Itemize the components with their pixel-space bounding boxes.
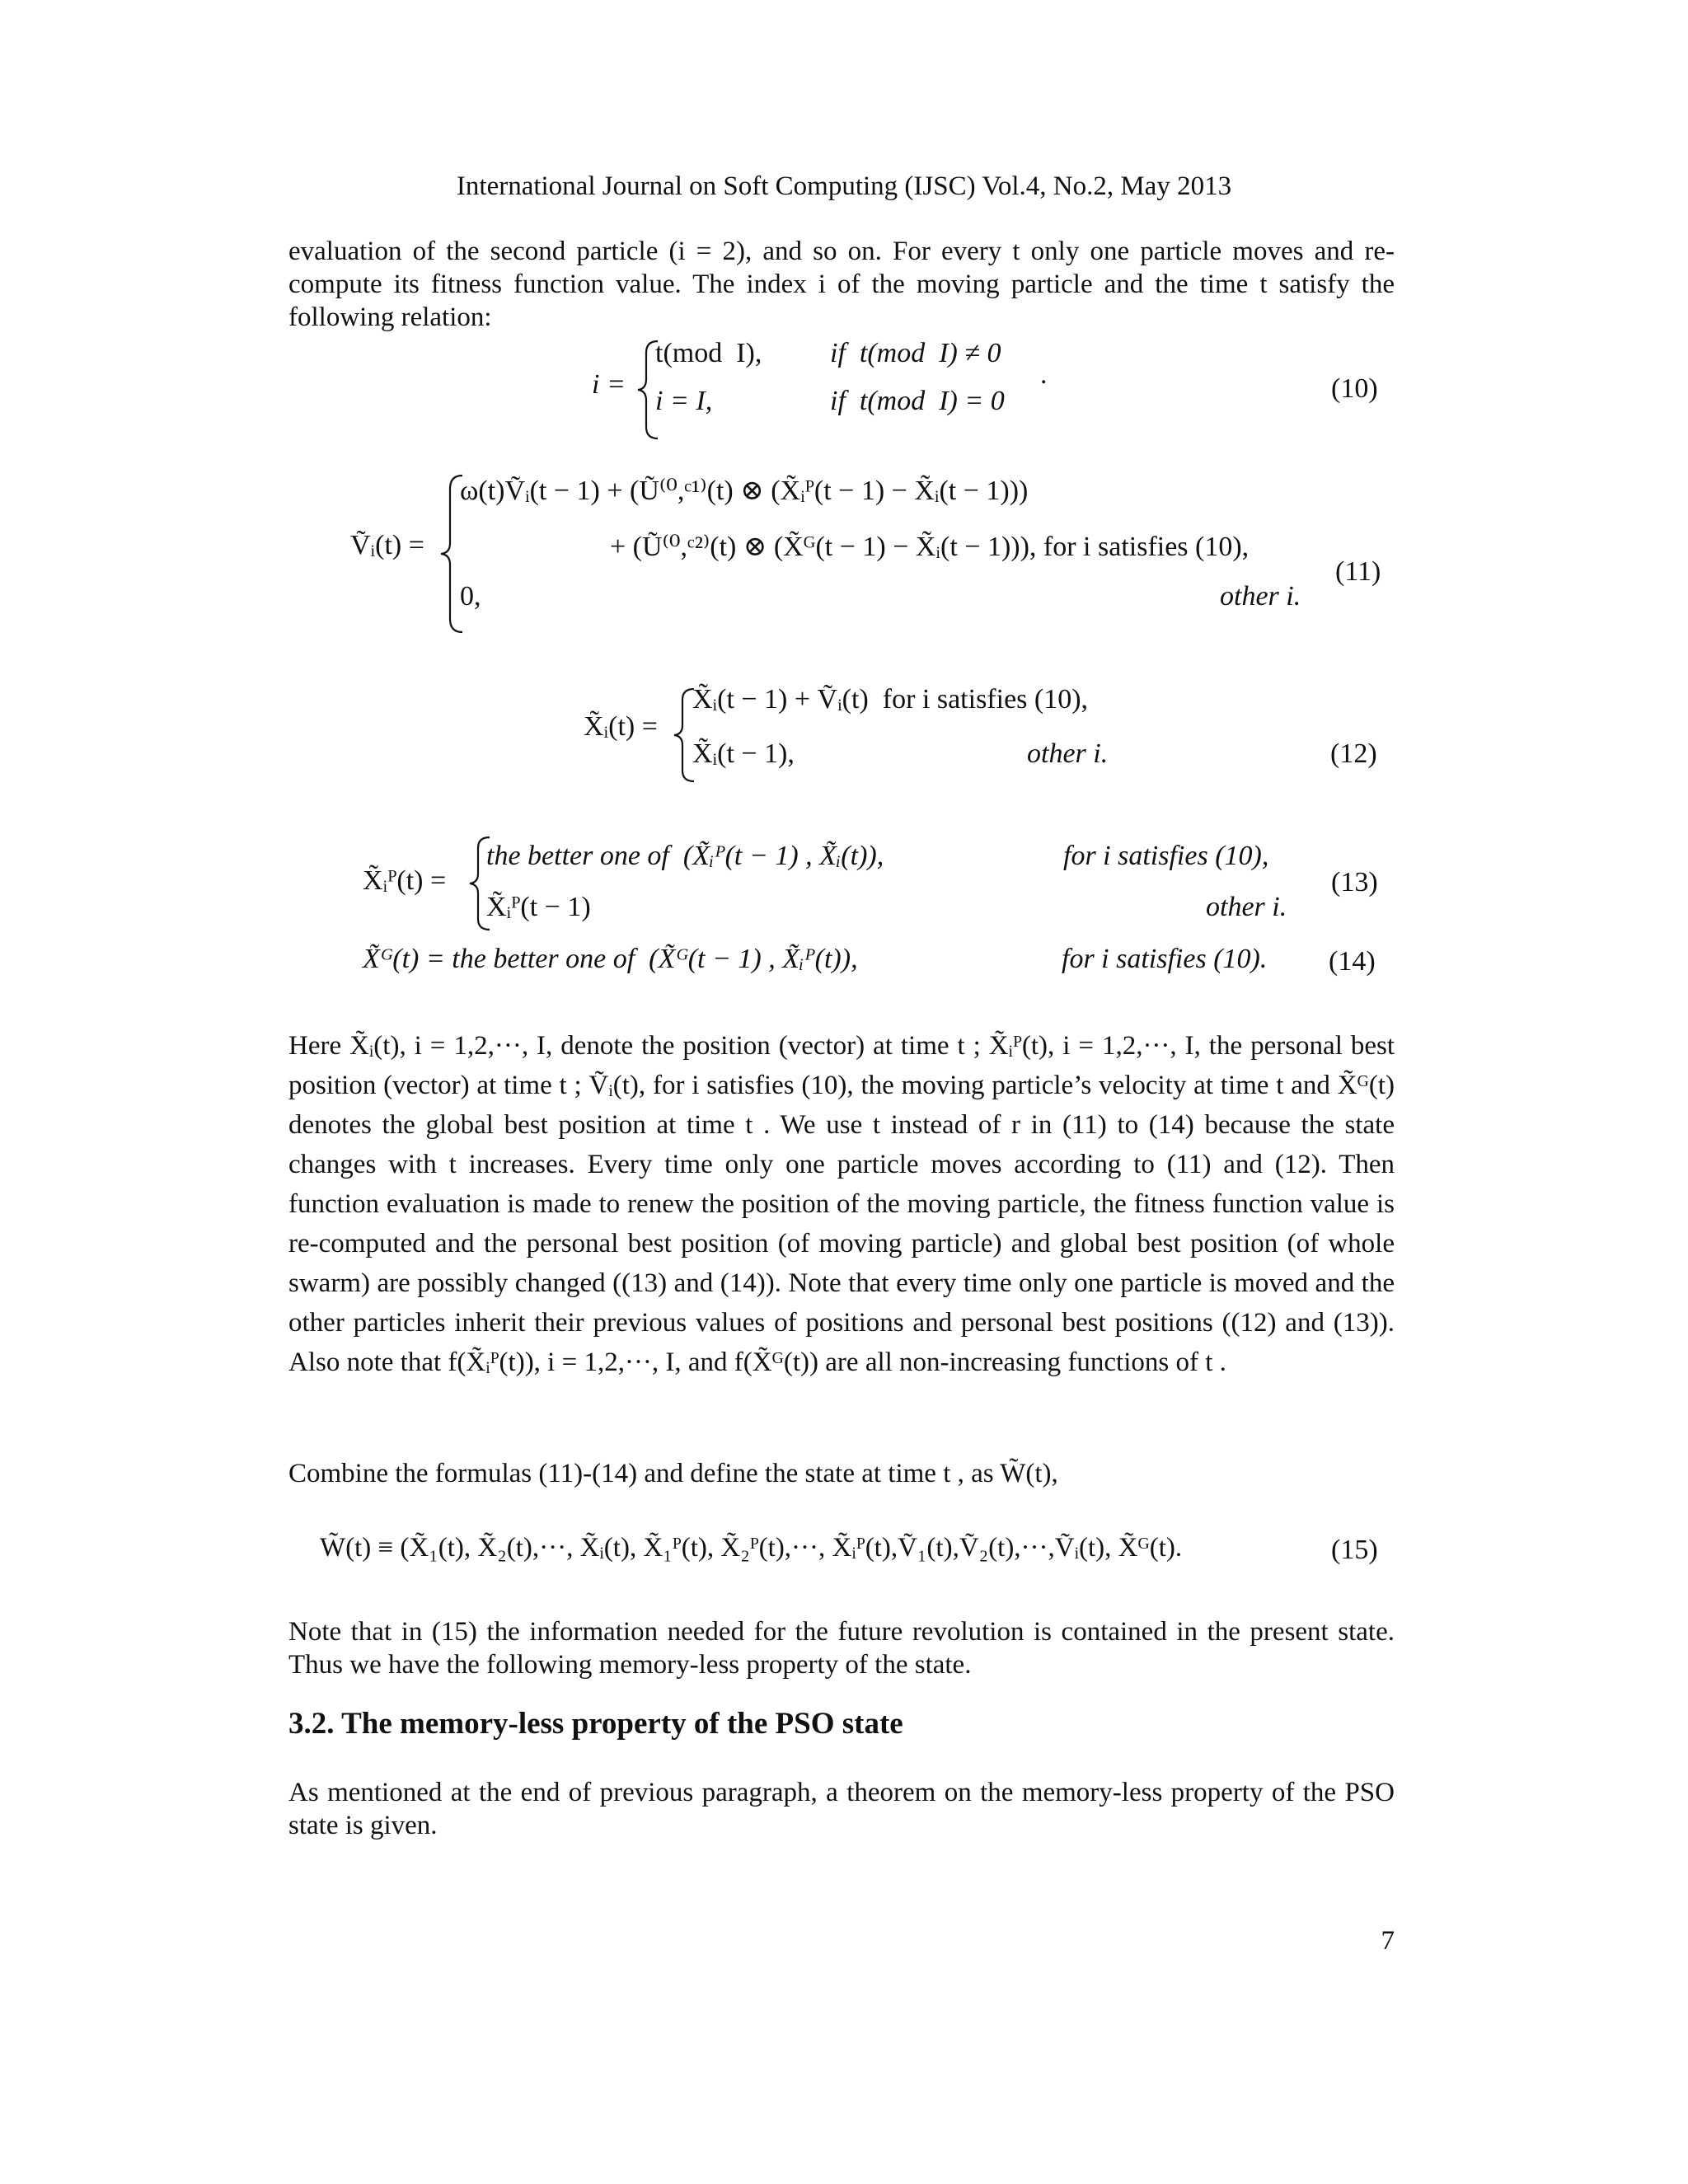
eq15-number: (15) <box>1331 1535 1378 1565</box>
eq10-lhs: i = <box>592 369 626 400</box>
eq14-number: (14) <box>1329 946 1376 977</box>
equation-13 <box>363 832 1401 935</box>
eq15-body: W̃(t) ≡ (X̃₁(t), X̃₂(t),···, X̃ᵢ(t), X̃₁ᴾ(t), X̃₂ᴾ(t),···, X̃ᵢᴾ(t),Ṽ₁(t),Ṽ₂(t),···,Ṽᵢ(t), X̃ᴳ(t). <box>320 1533 1183 1563</box>
paragraph-note: Note that in (15) the information needed for the future revolution is contained in the present state. Thus we have the following memory-less property of the state. <box>288 1617 1395 1680</box>
eq10-case1: t(mod I), <box>655 338 762 368</box>
eq12-case1: X̃ᵢ(t − 1) + Ṽᵢ(t) for i satisfies (10), <box>692 684 1089 715</box>
eq12-other: other i. <box>1027 738 1109 769</box>
eq10-case2: i = I, <box>655 386 713 416</box>
equation-10 <box>577 338 1401 437</box>
eq13-cond1: for i satisfies (10), <box>1063 841 1269 871</box>
paragraph-definitions: Here X̃ᵢ(t), i = 1,2,···, I, denote the position (vector) at time t ; X̃ᵢᴾ(t), i = 1,2,···, I, the personal best position (vector) at time t ; Ṽᵢ(t), for i satisfies (10), the moving particle’s velocity at time t and X̃ᴳ(t) denotes the global best position at time t . We use t instead of r in (11) to (14) because the state changes with t increases. Every time only one particle moves according to (11) and (12). Then function evaluation is made to renew the position of the moving particle, the fitness function value is re-computed and the personal best position (of moving particle) and global best position (of whole swarm) are possibly changed ((13) and (14)). Note that every time only one particle is moved and the other particles inherit their previous values of positions and personal best positions ((12) and (13)). Also note that f(X̃ᵢᴾ(t)), i = 1,2,···, I, and f(X̃ᴳ(t)) are all non-increasing functions of t . <box>288 1031 1395 1377</box>
eq13-other: other i. <box>1206 892 1287 922</box>
running-header: International Journal on Soft Computing (IJSC) Vol.4, No.2, May 2013 <box>456 171 1232 201</box>
eq10-tail: . <box>1040 359 1048 390</box>
paragraph-combine: Combine the formulas (11)-(14) and define the state at time t , as W̃(t), <box>288 1459 1058 1488</box>
eq13-lhs: X̃ᵢᴾ(t) = <box>363 865 447 896</box>
eq12-case2: X̃ᵢ(t − 1), <box>692 738 795 769</box>
equation-12 <box>584 684 1400 787</box>
eq13-number: (13) <box>1331 867 1378 898</box>
eq10-number: (10) <box>1331 373 1378 404</box>
eq10-cond2: if t(mod I) = 0 <box>830 386 1005 416</box>
eq11-zero: 0, <box>460 581 481 612</box>
paragraph-theorem-intro: As mentioned at the end of previous paragraph, a theorem on the memory-less property of the PSO state is given. <box>288 1778 1395 1840</box>
eq11-line2: + (Ũ⁽⁰,ᶜ²⁾(t) ⊗ (X̃ᴳ(t − 1) − X̃ᵢ(t − 1))), for i satisfies (10), <box>610 532 1250 562</box>
eq11-other: other i. <box>1220 581 1301 612</box>
eq11-line1: ω(t)Ṽᵢ(t − 1) + (Ũ⁽⁰,ᶜ¹⁾(t) ⊗ (X̃ᵢᴾ(t − 1) − X̃ᵢ(t − 1))) <box>460 476 1029 506</box>
equation-15 <box>320 1533 1400 1574</box>
eq13-case2: X̃ᵢᴾ(t − 1) <box>486 892 591 922</box>
eq13-case1: the better one of (X̃ᵢᴾ(t − 1) , X̃ᵢ(t)), <box>486 841 884 871</box>
section-heading: 3.2. The memory-less property of the PSO state <box>288 1707 903 1741</box>
equation-11 <box>350 466 1397 630</box>
equation-14 <box>363 944 1401 985</box>
paragraph-intro: evaluation of the second particle (i = 2), and so on. For every t only one particle moves and re-compute its fitness function value. The index i of the moving particle and the time t satisfy the following relation: <box>288 237 1395 332</box>
eq14-body: X̃ᴳ(t) = the better one of (X̃ᴳ(t − 1) , X̃ᵢᴾ(t)), <box>363 944 858 974</box>
eq11-lhs: Ṽᵢ(t) = <box>350 530 424 560</box>
eq14-cond: for i satisfies (10). <box>1062 944 1268 974</box>
page-number: 7 <box>1381 1926 1395 1956</box>
eq11-number: (11) <box>1335 556 1381 587</box>
eq12-lhs: X̃ᵢ(t) = <box>584 711 658 742</box>
eq10-cond1: if t(mod I) ≠ 0 <box>830 338 1001 368</box>
eq12-number: (12) <box>1330 738 1377 769</box>
